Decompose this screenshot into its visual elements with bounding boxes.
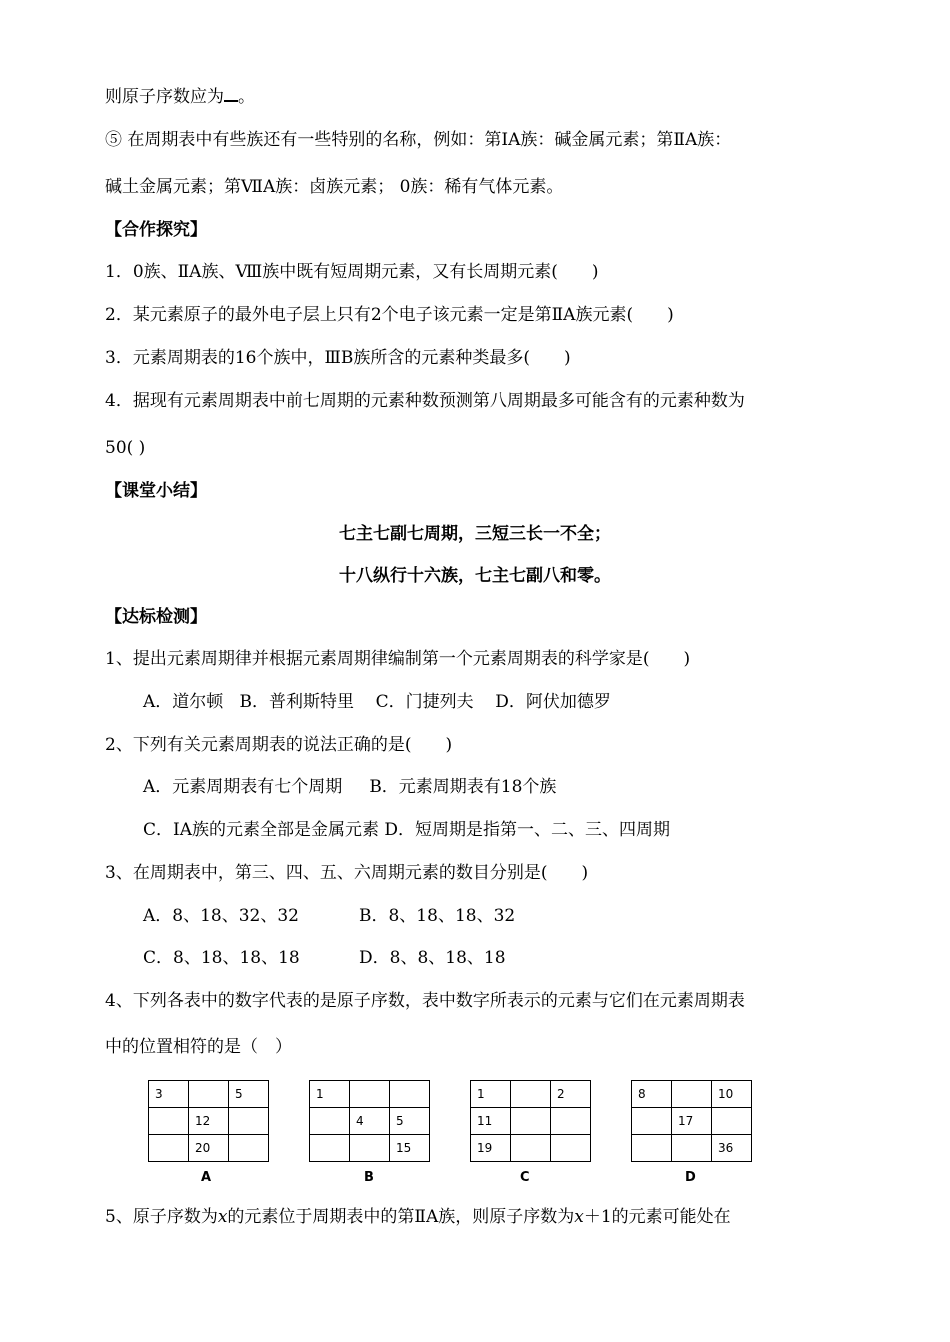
text: 则原子序数应为 [105,87,224,107]
option-b: B．普利斯特里 [239,692,354,712]
table-b [309,1080,430,1162]
option-a: A．道尔顿 [143,692,224,712]
table-cell [632,1135,672,1162]
option-d: D．阿伏加德罗 [495,692,611,712]
explore-item-2: 2．某元素原子的最外电子层上只有2个电子该元素一定是第ⅡA族元素( ) [105,305,674,325]
table-cell: 3 [149,1081,189,1108]
question-1-options [143,690,611,714]
table-cell [511,1108,551,1135]
option-a: A．元素周期表有七个周期 [143,777,343,797]
text: 。 [238,87,255,107]
table-cell: 8 [632,1081,672,1108]
question-3: 3、在周期表中，第三、四、五、六周期元素的数目分别是( ) [105,863,589,883]
table-cell [149,1108,189,1135]
question-4: 4、下列各表中的数字代表的是原子序数，表中数字所表示的元素与它们在元素周期表 [105,991,745,1011]
section-heading-summary: 【课堂小结】 [105,481,207,501]
question-4-cont: 中的位置相符的是（ ） [105,1037,292,1057]
variable-x: x [217,1207,228,1227]
option-d: D．8、8、18、18 [359,948,506,968]
text-line [105,85,255,109]
option-d: D．短周期是指第一、二、三、四周期 [384,820,671,840]
text-line: ⑤ 在周期表中有些族还有一些特别的名称，例如：第ⅠA族：碱金属元素；第ⅡA族： [105,130,732,150]
text: 5、原子序数为 [105,1207,218,1227]
option-b: B．元素周期表有18个族 [369,777,557,797]
table-cell: 1 [310,1081,350,1108]
table-cell: 1 [471,1081,511,1108]
table-cell: 17 [672,1108,712,1135]
section-heading-test: 【达标检测】 [105,607,207,627]
table-cell: 12 [189,1108,229,1135]
question-3-options-row1 [143,904,515,928]
table-cell: 20 [189,1135,229,1162]
question-1: 1、提出元素周期律并根据元素周期律编制第一个元素周期表的科学家是( ) [105,649,691,669]
explore-item-4-cont: 50( ) [105,438,146,458]
fill-blank [224,86,238,102]
table-cell [310,1108,350,1135]
explore-item-3: 3．元素周期表的16个族中，ⅢB族所含的元素种类最多( ) [105,348,571,368]
question-5 [105,1205,731,1229]
table-cell [712,1108,752,1135]
table-cell [350,1135,390,1162]
table-cell: 4 [350,1108,390,1135]
table-cell [390,1081,430,1108]
table-cell: 15 [390,1135,430,1162]
text-line: 碱土金属元素；第ⅦA族：卤族元素； 0族：稀有气体元素。 [105,177,564,197]
option-c: C．门捷列夫 [375,692,474,712]
table-cell [672,1081,712,1108]
table-cell [551,1135,591,1162]
table-cell [310,1135,350,1162]
question-3-options-row2 [143,946,506,970]
section-heading-explore: 【合作探究】 [105,220,207,240]
option-c: C．IA族的元素全部是金属元素 [143,820,379,840]
table-cell [551,1108,591,1135]
summary-line-2: 十八纵行十六族，七主七副八和零。 [339,566,611,586]
table-cell [511,1081,551,1108]
variable-x: x [574,1207,584,1227]
table-cell: 5 [229,1081,269,1108]
table-cell: 10 [712,1081,752,1108]
table-c [470,1080,591,1162]
table-cell [350,1081,390,1108]
table-cell: 2 [551,1081,591,1108]
table-cell [632,1108,672,1135]
table-cell [672,1135,712,1162]
question-2: 2、下列有关元素周期表的说法正确的是( ) [105,735,453,755]
table-cell [229,1108,269,1135]
explore-item-4: 4．据现有元素周期表中前七周期的元素种数预测第八周期最多可能含有的元素种数为 [105,391,745,411]
option-a: A．8、18、32、32 [143,906,299,926]
table-cell [229,1135,269,1162]
explore-item-1: 1．0族、ⅡA族、Ⅷ族中既有短周期元素，又有长周期元素( ) [105,262,599,282]
table-d [631,1080,752,1162]
table-cell: 11 [471,1108,511,1135]
option-c: C．8、18、18、18 [143,948,300,968]
summary-line-1: 七主七副七周期，三短三长一不全； [339,524,611,544]
question-2-options-row1 [143,775,556,799]
table-cell: 19 [471,1135,511,1162]
table-c-label: C [520,1170,530,1185]
option-b: B．8、18、18、32 [359,906,516,926]
table-cell: 36 [712,1135,752,1162]
question-2-options-row2 [143,818,670,842]
table-a [148,1080,269,1162]
table-a-label: A [201,1170,212,1185]
table-cell: 5 [390,1108,430,1135]
text: ＋1的元素可能处在 [583,1207,731,1227]
table-cell [149,1135,189,1162]
table-b-label: B [364,1170,374,1185]
table-cell [189,1081,229,1108]
text: 的元素位于周期表中的第ⅡA族，则原子序数为 [227,1207,575,1227]
table-d-label: D [685,1170,696,1185]
table-cell [511,1135,551,1162]
